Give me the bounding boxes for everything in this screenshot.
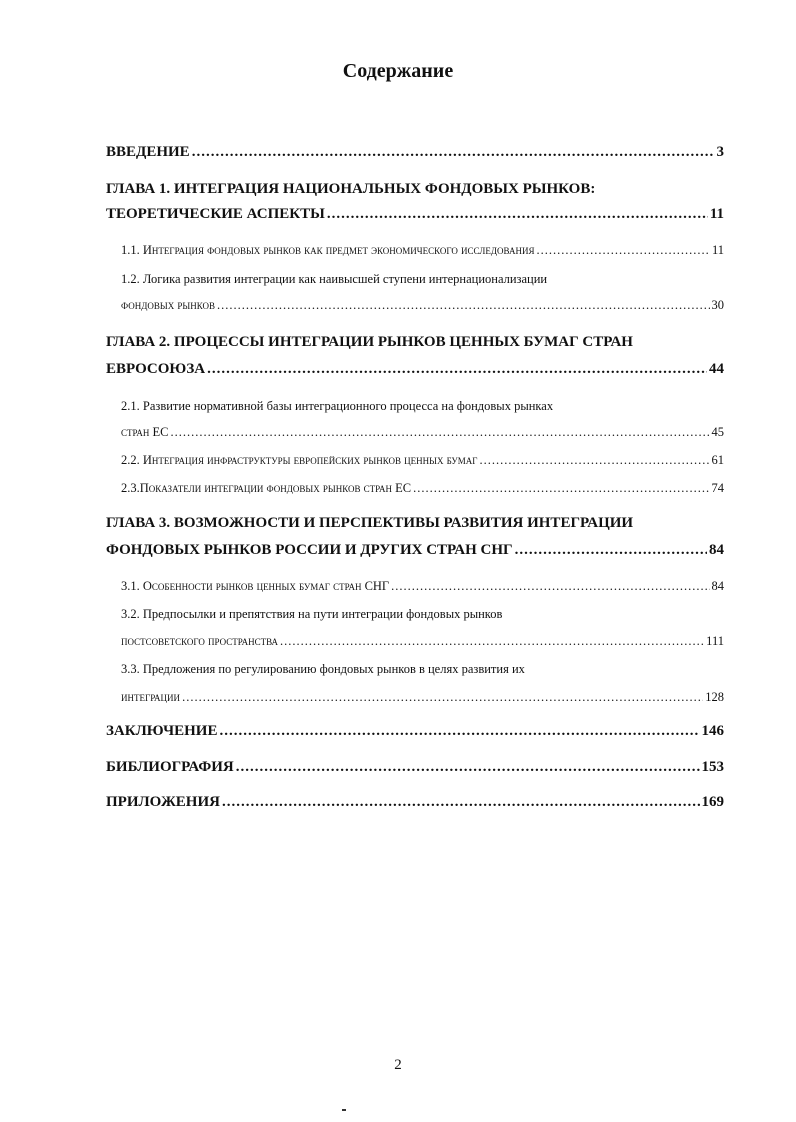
toc-entry-section-3-3[interactable] (121, 688, 724, 706)
toc-section-3-2-title[interactable]: 3.2. Предпосылки и препятствия на пути интеграции фондовых рынков (121, 607, 503, 621)
toc-entry-label: стран ЕС (121, 425, 169, 439)
dot-leader (182, 688, 703, 706)
page-title: Содержание (342, 60, 454, 82)
toc-entry-section-1-2[interactable] (121, 296, 724, 314)
toc-page-number: 169 (701, 794, 724, 810)
dot-leader (280, 632, 704, 650)
dot-leader (222, 793, 700, 811)
dot-leader (236, 758, 700, 776)
toc-entry-label: ЕВРОСОЮЗА (106, 361, 206, 377)
toc-entry-label: постсоветского пространства (121, 634, 279, 648)
dot-leader (219, 722, 699, 740)
toc-entry-section-2-3[interactable] (121, 479, 724, 497)
toc-entry-section-1-1[interactable] (121, 241, 724, 259)
toc-entry-label: 2.3.Показатели интеграции фондовых рынков стран ЕС (121, 481, 412, 495)
toc-chapter-3-title[interactable]: ГЛАВА 3. ВОЗМОЖНОСТИ И ПЕРСПЕКТИВЫ РАЗВИТИЯ ИНТЕГРАЦИИ (106, 515, 634, 531)
dot-leader (515, 541, 707, 559)
toc-entry-label: 3.1. Особенности рынков ценных бумаг стран СНГ (121, 579, 390, 593)
toc-entry-label: интеграции (121, 690, 181, 704)
toc-chapter-1-title[interactable]: ГЛАВА 1. ИНТЕГРАЦИЯ НАЦИОНАЛЬНЫХ ФОНДОВЫХ РЫНКОВ: (106, 181, 596, 197)
toc-entry-label: ФОНДОВЫХ РЫНКОВ РОССИИ И ДРУГИХ СТРАН СНГ (106, 542, 513, 558)
toc-section-3-3-title[interactable]: 3.3. Предложения по регулированию фондовых рынков в целях развития их (121, 662, 525, 676)
dot-leader (217, 296, 710, 314)
toc-entry-chapter-2[interactable] (106, 360, 724, 378)
dot-leader (391, 577, 709, 595)
toc-page-number: 44 (709, 361, 724, 377)
toc-page-number: 153 (701, 759, 724, 775)
toc-section-1-2-title[interactable]: 1.2. Логика развития интеграции как наивысшей ступени интернационализации (121, 272, 548, 286)
toc-entry-section-3-2[interactable] (121, 632, 724, 650)
dot-leader (536, 241, 709, 259)
toc-entry-label: ПРИЛОЖЕНИЯ (106, 794, 220, 810)
scan-artifact-mark (342, 1109, 346, 1111)
toc-entry-bibliography[interactable] (106, 758, 724, 776)
dot-leader (327, 205, 708, 223)
toc-entry-chapter-3[interactable] (106, 541, 724, 559)
toc-page-number: 45 (711, 425, 724, 439)
toc-entry-chapter-1[interactable] (106, 205, 724, 223)
toc-entry-conclusion[interactable] (106, 722, 724, 740)
toc-entry-label: ТЕОРЕТИЧЕСКИЕ АСПЕКТЫ (106, 206, 325, 222)
toc-page-number: 111 (706, 634, 724, 648)
toc-page-number: 30 (711, 298, 724, 312)
toc-page-number: 61 (711, 453, 724, 467)
toc-entry-label: БИБЛИОГРАФИЯ (106, 759, 234, 775)
dot-leader (480, 451, 710, 469)
toc-page-number: 84 (709, 542, 724, 558)
dot-leader (192, 143, 715, 161)
toc-chapter-2-title[interactable]: ГЛАВА 2. ПРОЦЕССЫ ИНТЕГРАЦИИ РЫНКОВ ЦЕННЫХ БУМАГ СТРАН (106, 334, 633, 350)
toc-entry-appendices[interactable] (106, 793, 724, 811)
toc-entry-introduction[interactable] (106, 143, 724, 161)
toc-section-2-1-title[interactable]: 2.1. Развитие нормативной базы интеграционного процесса на фондовых рынках (121, 399, 554, 413)
toc-entry-label: ЗАКЛЮЧЕНИЕ (106, 723, 218, 739)
toc-page-number: 74 (711, 481, 724, 495)
toc-page-number: 11 (709, 206, 724, 222)
toc-entry-section-2-2[interactable] (121, 451, 724, 469)
toc-page-number: 146 (701, 723, 724, 739)
page-number: 2 (394, 1057, 402, 1073)
dot-leader (413, 479, 709, 497)
toc-page-number: 84 (711, 579, 724, 593)
toc-entry-label: фондовых рынков (121, 298, 215, 312)
toc-entry-section-3-1[interactable] (121, 577, 724, 595)
toc-page-number: 3 (716, 144, 724, 160)
toc-entry-section-2-1[interactable] (121, 423, 724, 441)
toc-page-number: 128 (705, 690, 724, 704)
toc-entry-label: 2.2. Интеграция инфраструктуры европейских рынков ценных бумаг (121, 453, 478, 467)
dot-leader (207, 360, 707, 378)
toc-page-number: 11 (711, 243, 724, 257)
toc-entry-label: 1.1. Интеграция фондовых рынков как предмет экономического исследования (121, 243, 535, 257)
toc-entry-label: ВВЕДЕНИЕ (106, 144, 190, 160)
dot-leader (170, 423, 709, 441)
